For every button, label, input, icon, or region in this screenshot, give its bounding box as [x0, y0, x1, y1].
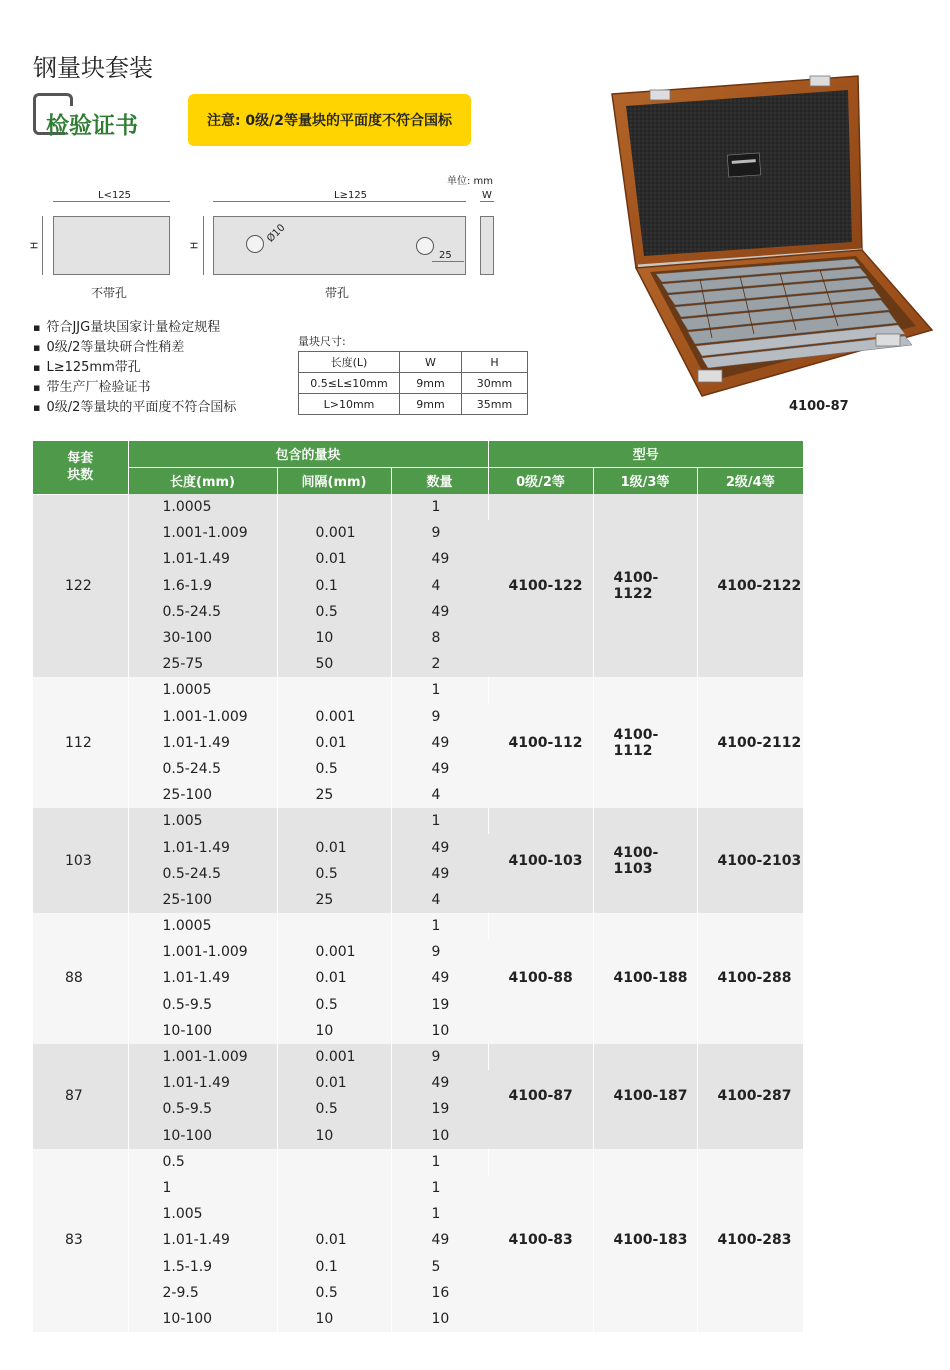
interval-cell [277, 913, 391, 939]
interval-cell [277, 1175, 391, 1201]
length-cell: 1.001-1.009 [128, 520, 277, 546]
set-count: 112 [33, 677, 128, 808]
quantity-cell: 49 [391, 546, 488, 572]
interval-cell: 0.01 [277, 965, 391, 991]
length-cell: 1.001-1.009 [128, 939, 277, 965]
right-height-label: H [189, 241, 201, 250]
length-cell: 1.01-1.49 [128, 546, 277, 572]
quantity-cell: 10 [391, 1018, 488, 1044]
interval-cell: 10 [277, 625, 391, 651]
quantity-cell: 10 [391, 1306, 488, 1332]
quantity-cell: 2 [391, 651, 488, 677]
set-group-87 [33, 1044, 803, 1149]
table-row [33, 913, 803, 939]
model-grade-0: 4100-88 [488, 913, 593, 1044]
interval-cell: 0.5 [277, 756, 391, 782]
length-cell: 0.5-9.5 [128, 992, 277, 1018]
interval-cell: 0.5 [277, 599, 391, 625]
certificate-label: 检验证书 [46, 113, 138, 139]
size-cell: 35mm [462, 394, 528, 415]
interval-cell: 0.001 [277, 520, 391, 546]
quantity-cell: 49 [391, 861, 488, 887]
quantity-cell: 9 [391, 520, 488, 546]
right-length-label: L≥125 [334, 190, 368, 201]
set-count: 103 [33, 808, 128, 913]
length-cell: 0.5 [128, 1149, 277, 1175]
length-cell: 25-75 [128, 651, 277, 677]
right-height-line [203, 216, 204, 275]
quantity-cell: 49 [391, 756, 488, 782]
interval-cell: 0.001 [277, 939, 391, 965]
length-cell: 1.0005 [128, 913, 277, 939]
interval-cell: 10 [277, 1018, 391, 1044]
length-cell: 1.6-1.9 [128, 573, 277, 599]
model-grade-1: 4100-1122 [593, 494, 697, 677]
interval-cell [277, 808, 391, 834]
table-row [33, 494, 803, 520]
set-group-103 [33, 808, 803, 913]
model-grade-1: 4100-187 [593, 1044, 697, 1149]
quantity-cell: 9 [391, 939, 488, 965]
size-cell: 0.5≤L≤10mm [299, 373, 400, 394]
set-count: 88 [33, 913, 128, 1044]
length-cell: 10-100 [128, 1018, 277, 1044]
size-cell: 9mm [400, 373, 462, 394]
header-grade-2: 2级/4等 [697, 467, 803, 494]
feature-list [33, 318, 236, 418]
model-grade-2: 4100-2122 [697, 494, 803, 677]
interval-cell: 0.5 [277, 992, 391, 1018]
quantity-cell: 4 [391, 573, 488, 599]
length-cell: 0.5-24.5 [128, 599, 277, 625]
size-header-length: 长度(L) [299, 352, 400, 373]
model-grade-0: 4100-87 [488, 1044, 593, 1149]
size-cell: 30mm [462, 373, 528, 394]
header-interval: 间隔(mm) [277, 467, 391, 494]
interval-cell: 0.01 [277, 1070, 391, 1096]
certificate-badge [33, 93, 153, 137]
width-label: W [482, 190, 492, 201]
interval-cell: 0.01 [277, 546, 391, 572]
model-grade-0: 4100-112 [488, 677, 593, 808]
length-cell: 1.001-1.009 [128, 1044, 277, 1070]
interval-cell: 10 [277, 1306, 391, 1332]
model-grade-1: 4100-183 [593, 1149, 697, 1332]
model-grade-1: 4100-1112 [593, 677, 697, 808]
interval-cell: 50 [277, 651, 391, 677]
gauge-block-set-table [33, 441, 803, 1332]
table-row [33, 1044, 803, 1070]
left-height-label: H [29, 241, 41, 250]
model-grade-1: 4100-1103 [593, 808, 697, 913]
size-cell: 9mm [400, 394, 462, 415]
feature-item: ▪ 带生产厂检验证书 [33, 378, 236, 398]
left-length-line [53, 201, 170, 202]
size-cell: L>10mm [299, 394, 400, 415]
quantity-cell: 1 [391, 808, 488, 834]
feature-item: ▪ 0级/2等量块研合性稍差 [33, 338, 236, 358]
length-cell: 1.001-1.009 [128, 704, 277, 730]
length-cell: 1.0005 [128, 494, 277, 520]
interval-cell: 25 [277, 782, 391, 808]
set-count: 122 [33, 494, 128, 677]
quantity-cell: 49 [391, 730, 488, 756]
header-models: 型号 [488, 441, 803, 467]
product-image-caption: 4100-87 [789, 399, 849, 414]
right-length-line [213, 201, 466, 202]
width-line [480, 201, 494, 202]
quantity-cell: 49 [391, 965, 488, 991]
header-length: 长度(mm) [128, 467, 277, 494]
length-cell: 1 [128, 1175, 277, 1201]
quantity-cell: 19 [391, 1096, 488, 1122]
left-caption: 不带孔 [91, 286, 128, 300]
flatness-notice: 注意: 0级/2等量块的平面度不符合国标 [188, 94, 471, 146]
length-cell: 25-100 [128, 782, 277, 808]
feature-item: ▪ 0级/2等量块的平面度不符合国标 [33, 398, 236, 418]
unit-label: 单位: mm [447, 176, 494, 187]
length-cell: 1.01-1.49 [128, 834, 277, 860]
quantity-cell: 1 [391, 1201, 488, 1227]
quantity-cell: 49 [391, 834, 488, 860]
length-cell: 25-100 [128, 887, 277, 913]
table-row [33, 808, 803, 834]
header-count: 每套 块数 [33, 441, 128, 494]
model-grade-0: 4100-103 [488, 808, 593, 913]
set-group-112 [33, 677, 803, 808]
model-grade-2: 4100-2112 [697, 677, 803, 808]
length-cell: 1.005 [128, 808, 277, 834]
model-grade-2: 4100-2103 [697, 808, 803, 913]
hole-offset-line [432, 261, 464, 262]
quantity-cell: 19 [391, 992, 488, 1018]
table-row [33, 1149, 803, 1175]
header-quantity: 数量 [391, 467, 488, 494]
model-grade-0: 4100-122 [488, 494, 593, 677]
interval-cell: 0.1 [277, 1253, 391, 1279]
set-group-122 [33, 494, 803, 677]
quantity-cell: 9 [391, 704, 488, 730]
quantity-cell: 5 [391, 1253, 488, 1279]
length-cell: 0.5-9.5 [128, 1096, 277, 1122]
quantity-cell: 16 [391, 1280, 488, 1306]
set-count: 83 [33, 1149, 128, 1332]
right-hole-icon [416, 237, 434, 255]
length-cell: 1.0005 [128, 677, 277, 703]
length-cell: 0.5-24.5 [128, 861, 277, 887]
table-row [33, 677, 803, 703]
interval-cell: 0.001 [277, 1044, 391, 1070]
quantity-cell: 8 [391, 625, 488, 651]
quantity-cell: 1 [391, 1175, 488, 1201]
length-cell: 10-100 [128, 1306, 277, 1332]
header-grade-1: 1级/3等 [593, 467, 697, 494]
quantity-cell: 9 [391, 1044, 488, 1070]
quantity-cell: 10 [391, 1123, 488, 1149]
interval-cell [277, 494, 391, 520]
gauge-block-no-hole [53, 216, 170, 275]
set-count: 87 [33, 1044, 128, 1149]
length-cell: 1.01-1.49 [128, 965, 277, 991]
model-grade-2: 4100-283 [697, 1149, 803, 1332]
interval-cell: 0.001 [277, 704, 391, 730]
interval-cell: 0.01 [277, 730, 391, 756]
length-cell: 1.01-1.49 [128, 1227, 277, 1253]
quantity-cell: 1 [391, 913, 488, 939]
interval-cell [277, 1149, 391, 1175]
quantity-cell: 49 [391, 599, 488, 625]
page-title: 钢量块套装 [33, 54, 153, 82]
quantity-cell: 1 [391, 1149, 488, 1175]
interval-cell: 0.5 [277, 1096, 391, 1122]
length-cell: 10-100 [128, 1123, 277, 1149]
interval-cell: 0.01 [277, 1227, 391, 1253]
size-header-w: W [400, 352, 462, 373]
gauge-block-case-photo [610, 72, 936, 402]
quantity-cell: 4 [391, 782, 488, 808]
interval-cell [277, 1201, 391, 1227]
quantity-cell: 49 [391, 1227, 488, 1253]
left-height-line [42, 216, 43, 275]
model-grade-0: 4100-83 [488, 1149, 593, 1332]
interval-cell: 0.01 [277, 834, 391, 860]
quantity-cell: 1 [391, 494, 488, 520]
interval-cell: 0.5 [277, 1280, 391, 1306]
model-grade-1: 4100-188 [593, 913, 697, 1044]
set-group-88 [33, 913, 803, 1044]
interval-cell: 10 [277, 1123, 391, 1149]
size-table [298, 351, 528, 415]
left-hole-icon [246, 235, 264, 253]
length-cell: 2-9.5 [128, 1280, 277, 1306]
hole-diameter-label: Ø10 [265, 222, 288, 245]
quantity-cell: 49 [391, 1070, 488, 1096]
set-group-83 [33, 1149, 803, 1332]
header-blocks: 包含的量块 [128, 441, 488, 467]
length-cell: 1.5-1.9 [128, 1253, 277, 1279]
length-cell: 0.5-24.5 [128, 756, 277, 782]
feature-item: ▪ 符合JJG量块国家计量检定规程 [33, 318, 236, 338]
size-table-label: 量块尺寸: [298, 335, 346, 348]
left-length-label: L<125 [98, 190, 132, 201]
quantity-cell: 4 [391, 887, 488, 913]
quantity-cell: 1 [391, 677, 488, 703]
size-header-h: H [462, 352, 528, 373]
model-grade-2: 4100-288 [697, 913, 803, 1044]
interval-cell [277, 677, 391, 703]
feature-item: ▪ L≥125mm带孔 [33, 358, 236, 378]
interval-cell: 0.1 [277, 573, 391, 599]
interval-cell: 0.5 [277, 861, 391, 887]
length-cell: 1.01-1.49 [128, 730, 277, 756]
header-grade-0: 0级/2等 [488, 467, 593, 494]
right-caption: 带孔 [325, 286, 350, 300]
length-cell: 30-100 [128, 625, 277, 651]
gauge-block-side-view [480, 216, 494, 275]
length-cell: 1.005 [128, 1201, 277, 1227]
length-cell: 1.01-1.49 [128, 1070, 277, 1096]
hole-offset-label: 25 [439, 250, 452, 261]
interval-cell: 25 [277, 887, 391, 913]
model-grade-2: 4100-287 [697, 1044, 803, 1149]
